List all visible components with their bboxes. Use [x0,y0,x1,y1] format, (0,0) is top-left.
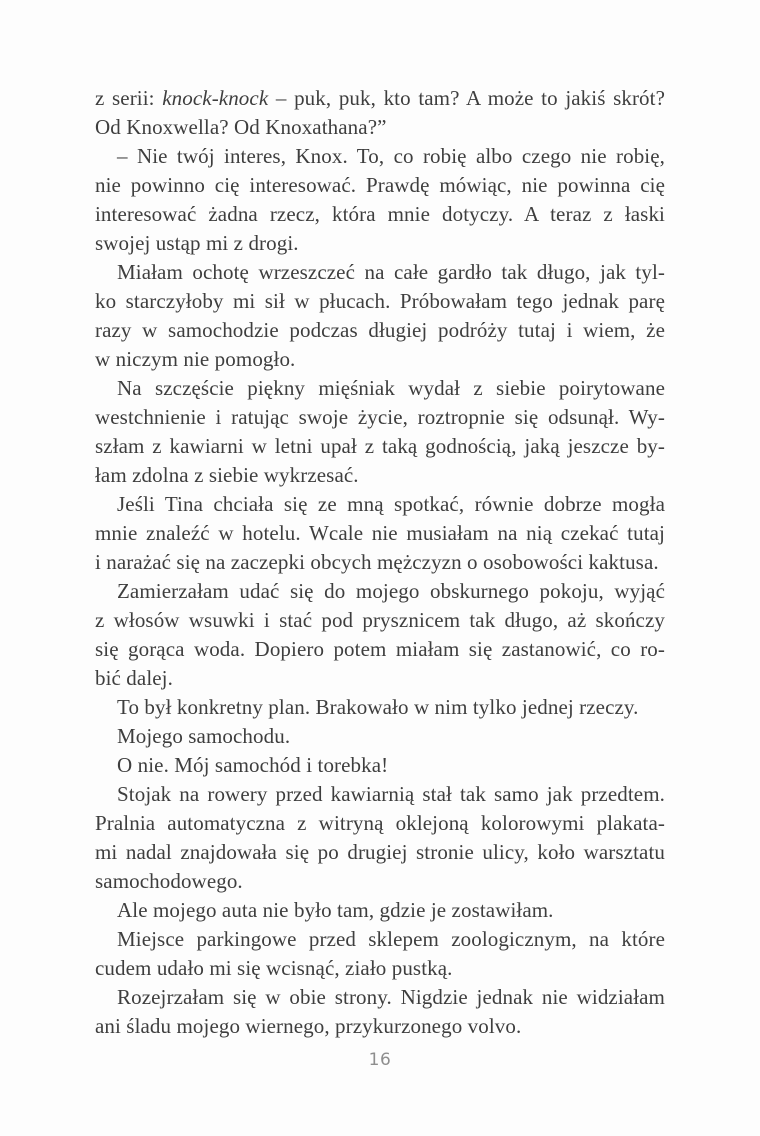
text-line [95,548,665,577]
page-text [95,84,665,1041]
text-segment: Od Knoxwella? Od Knoxathana?” [95,115,387,139]
text-line [95,664,665,693]
text-segment: Rozejrzałam się w obie strony. Nigdzie jednak nie widziałam [117,985,665,1009]
text-line [95,171,665,200]
text-line [95,490,665,519]
text-line [95,780,665,809]
text-line [95,577,665,606]
text-segment: z serii: [95,86,163,110]
text-line [95,113,665,142]
text-line [95,374,665,403]
text-segment: interesować żadna rzecz, która mnie dotyczy. A teraz z łaski [95,202,665,226]
text-segment: Mojego samochodu. [117,724,291,748]
text-line [95,142,665,171]
text-segment: swojej ustąp mi z drogi. [95,231,299,255]
text-segment: Pralnia automatyczna z witryną oklejoną kolorowymi plakata- [95,811,665,835]
text-line [95,896,665,925]
text-line [95,229,665,258]
text-line [95,751,665,780]
text-segment: O nie. Mój samochód i torebka! [117,753,389,777]
text-line [95,954,665,983]
text-segment: z włosów wsuwki i stać pod prysznicem tak długo, aż skończy [95,608,665,632]
text-line [95,287,665,316]
text-segment: nie powinno cię interesować. Prawdę mówiąc, nie powinna cię [95,173,665,197]
text-segment: bić dalej. [95,666,173,690]
text-segment: cudem udało mi się wcisnąć, ziało pustką. [95,956,453,980]
text-line [95,925,665,954]
text-line [95,722,665,751]
text-line [95,461,665,490]
text-line [95,809,665,838]
text-line [95,867,665,896]
text-segment: razy w samochodzie podczas długiej podróży tutaj i wiem, że [95,318,665,342]
text-line [95,258,665,287]
italic-text-segment: knock-knock [162,86,269,110]
text-segment: ani śladu mojego wiernego, przykurzonego volvo. [95,1014,522,1038]
text-line [95,606,665,635]
text-line [95,84,665,113]
text-line [95,693,665,722]
text-segment: Zamierzałam udać się do mojego obskurnego pokoju, wyjąć [117,579,665,603]
page-number: 16 [368,1050,392,1070]
text-line [95,345,665,374]
text-segment: ko starczyłoby mi sił w płucach. Próbowałam tego jednak parę [95,289,665,313]
text-segment: To był konkretny plan. Brakowało w nim tylko jednej rzeczy. [117,695,639,719]
text-segment: w niczym nie pomogło. [95,347,296,371]
text-line [95,316,665,345]
text-line [95,200,665,229]
text-segment: mi nadal znajdowała się po drugiej stronie ulicy, koło warsztatu [95,840,665,864]
text-segment: Ale mojego auta nie było tam, gdzie je zostawiłam. [117,898,554,922]
text-segment: i narażać się na zaczepki obcych mężczyzn o osobowości kaktusa. [95,550,659,574]
text-segment: Miałam ochotę wrzeszczeć na całe gardło tak długo, jak tyl- [117,260,665,284]
text-segment: Na szczęście piękny mięśniak wydał z siebie poirytowane [117,376,665,400]
text-segment: się gorąca woda. Dopiero potem miałam się zastanowić, co ro- [95,637,665,661]
text-line [95,403,665,432]
text-segment: szłam z kawiarni w letni upał z taką godnością, jaką jeszcze by- [95,434,665,458]
text-segment: – puk, puk, kto tam? A może to jakiś skrót? [268,86,665,110]
text-segment: łam zdolna z siebie wykrzesać. [95,463,359,487]
text-line [95,635,665,664]
text-line [95,983,665,1012]
text-segment: – Nie twój interes, Knox. To, co robię albo czego nie robię, [117,144,665,168]
text-line [95,519,665,548]
text-segment: Miejsce parkingowe przed sklepem zoologicznym, na które [117,927,665,951]
text-line [95,432,665,461]
text-segment: mnie znaleźć w hotelu. Wcale nie musiałam na nią czekać tutaj [95,521,665,545]
text-segment: Stojak na rowery przed kawiarnią stał tak samo jak przedtem. [117,782,665,806]
text-segment: westchnienie i ratując swoje życie, roztropnie się odsunął. Wy- [95,405,665,429]
text-segment: Jeśli Tina chciała się ze mną spotkać, równie dobrze mogła [117,492,665,516]
text-segment: samochodowego. [95,869,243,893]
text-line [95,838,665,867]
text-line [95,1012,665,1041]
